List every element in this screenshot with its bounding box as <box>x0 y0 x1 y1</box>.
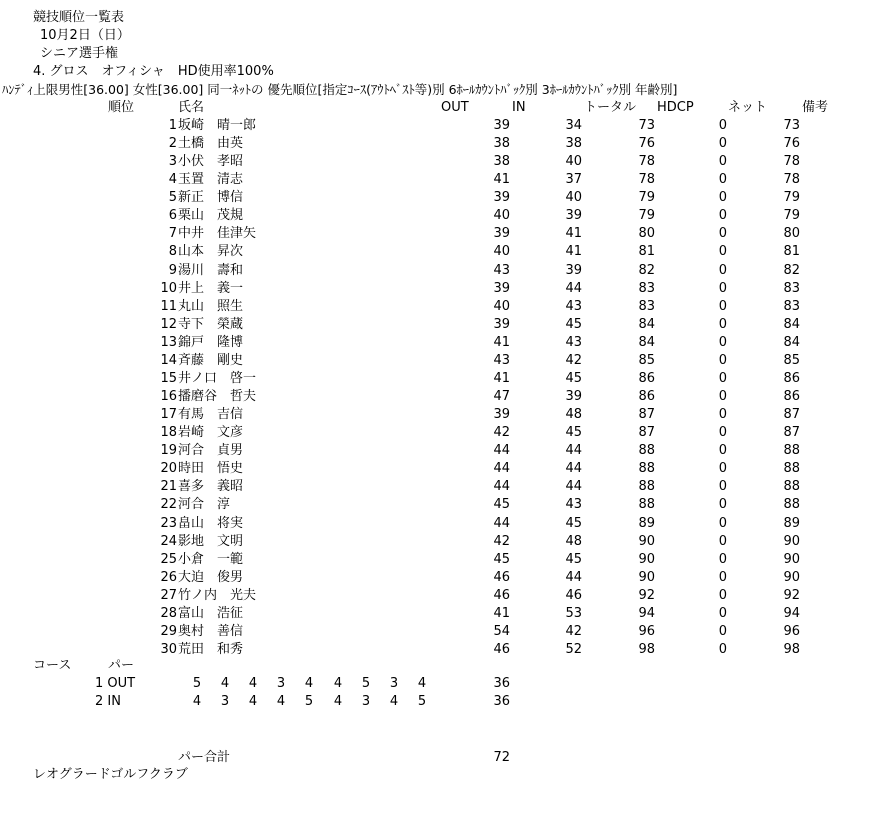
total-score-cell: 88 <box>638 443 655 459</box>
out-score-cell: 42 <box>493 533 510 549</box>
table-row <box>0 443 875 461</box>
total-score-cell: 82 <box>638 262 655 278</box>
player-name-cell: 荒田 和秀 <box>178 642 244 658</box>
hdcp-cell: 0 <box>718 587 727 603</box>
in-score-cell: 41 <box>565 226 582 242</box>
event-date: 10月2日（日） <box>40 28 130 43</box>
hole-par-cell: 5 <box>304 694 314 709</box>
rank-cell: 3 <box>168 154 177 170</box>
player-name-cell: 湯川 壽和 <box>178 262 244 278</box>
player-name-cell: 大迫 俊男 <box>178 569 244 585</box>
net-score-cell: 88 <box>783 443 800 459</box>
hdcp-cell: 0 <box>718 208 727 224</box>
total-score-cell: 90 <box>638 533 655 549</box>
net-score-cell: 87 <box>783 407 800 423</box>
table-row <box>0 588 875 606</box>
in-score-cell: 37 <box>565 172 582 188</box>
out-score-cell: 40 <box>493 244 510 260</box>
net-score-cell: 90 <box>783 533 800 549</box>
header-in: IN <box>512 100 526 115</box>
out-score-cell: 40 <box>493 208 510 224</box>
hdcp-cell: 0 <box>718 226 727 242</box>
in-score-cell: 43 <box>565 334 582 350</box>
header-hdcp: HDCP <box>657 100 694 115</box>
in-score-cell: 48 <box>565 407 582 423</box>
net-score-cell: 87 <box>783 425 800 441</box>
header-remarks: 備考 <box>802 100 829 115</box>
in-score-cell: 41 <box>565 244 582 260</box>
course-par-total-cell: 36 <box>493 676 510 691</box>
hole-par-cell: 5 <box>192 676 202 691</box>
player-name-cell: 土橋 由英 <box>178 136 244 152</box>
header-total: トータル <box>584 100 637 115</box>
total-score-cell: 86 <box>638 370 655 386</box>
hole-par-cell: 3 <box>389 676 399 691</box>
player-name-cell: 中井 佳津矢 <box>178 226 257 242</box>
net-score-cell: 83 <box>783 280 800 296</box>
total-score-cell: 87 <box>638 425 655 441</box>
net-score-cell: 79 <box>783 208 800 224</box>
player-name-cell: 山本 昇次 <box>178 244 244 260</box>
table-row <box>0 136 875 154</box>
net-score-cell: 98 <box>783 642 800 658</box>
in-score-cell: 45 <box>565 316 582 332</box>
table-row <box>0 244 875 262</box>
hole-par-cell: 4 <box>248 694 258 709</box>
in-score-cell: 46 <box>565 587 582 603</box>
total-score-cell: 88 <box>638 479 655 495</box>
total-score-cell: 78 <box>638 154 655 170</box>
hole-par-cell: 3 <box>220 694 230 709</box>
total-score-cell: 96 <box>638 623 655 639</box>
total-score-cell: 92 <box>638 587 655 603</box>
hdcp-cell: 0 <box>718 389 727 405</box>
total-score-cell: 73 <box>638 118 655 133</box>
course-name-cell: 2 IN <box>95 694 121 709</box>
total-score-cell: 89 <box>638 515 655 531</box>
header-rank: 順位 <box>108 100 135 115</box>
table-row <box>0 497 875 515</box>
out-score-cell: 39 <box>493 190 510 206</box>
total-score-cell: 78 <box>638 172 655 188</box>
in-score-cell: 45 <box>565 551 582 567</box>
total-score-cell: 79 <box>638 208 655 224</box>
total-score-cell: 79 <box>638 190 655 206</box>
hdcp-cell: 0 <box>718 262 727 278</box>
net-score-cell: 88 <box>783 497 800 513</box>
rank-cell: 8 <box>168 244 177 260</box>
hole-par-cell: 4 <box>192 694 202 709</box>
in-score-cell: 44 <box>565 443 582 459</box>
table-row <box>0 534 875 552</box>
hdcp-cell: 0 <box>718 154 727 170</box>
in-score-cell: 53 <box>565 605 582 621</box>
net-score-cell: 94 <box>783 605 800 621</box>
course-name-cell: 1 OUT <box>95 676 136 691</box>
hdcp-cell: 0 <box>718 443 727 459</box>
hdcp-cell: 0 <box>718 352 727 368</box>
table-row <box>0 624 875 642</box>
hdcp-cell: 0 <box>718 425 727 441</box>
in-score-cell: 48 <box>565 533 582 549</box>
rank-cell: 9 <box>168 262 177 278</box>
rank-cell: 28 <box>160 605 177 621</box>
hole-par-cell: 5 <box>361 676 371 691</box>
table-row <box>0 570 875 588</box>
out-score-cell: 39 <box>493 118 510 133</box>
rank-cell: 12 <box>160 316 177 332</box>
rank-cell: 11 <box>160 298 177 314</box>
out-score-cell: 41 <box>493 334 510 350</box>
table-row <box>0 154 875 172</box>
player-name-cell: 畠山 将実 <box>178 515 244 531</box>
hole-par-cell: 4 <box>248 676 258 691</box>
rank-cell: 17 <box>160 407 177 423</box>
rank-cell: 19 <box>160 443 177 459</box>
in-score-cell: 38 <box>565 136 582 152</box>
score-category: 4. グロス オフィシャ HD使用率100% <box>33 64 274 79</box>
net-score-cell: 78 <box>783 172 800 188</box>
hdcp-cell: 0 <box>718 551 727 567</box>
in-score-cell: 39 <box>565 208 582 224</box>
net-score-cell: 79 <box>783 190 800 206</box>
out-score-cell: 39 <box>493 280 510 296</box>
table-row <box>0 190 875 208</box>
hdcp-cell: 0 <box>718 515 727 531</box>
net-score-cell: 92 <box>783 587 800 603</box>
rank-cell: 20 <box>160 461 177 477</box>
header-out: OUT <box>441 100 469 115</box>
rank-cell: 25 <box>160 551 177 567</box>
net-score-cell: 86 <box>783 389 800 405</box>
player-name-cell: 奥村 善信 <box>178 623 244 639</box>
in-score-cell: 45 <box>565 370 582 386</box>
hdcp-cell: 0 <box>718 479 727 495</box>
hdcp-cell: 0 <box>718 334 727 350</box>
table-row <box>0 353 875 371</box>
hdcp-cell: 0 <box>718 642 727 658</box>
hdcp-cell: 0 <box>718 407 727 423</box>
out-score-cell: 45 <box>493 497 510 513</box>
player-name-cell: 河合 淳 <box>178 497 231 513</box>
rank-cell: 1 <box>168 118 177 133</box>
rank-cell: 24 <box>160 533 177 549</box>
rank-cell: 4 <box>168 172 177 188</box>
player-name-cell: 栗山 茂規 <box>178 208 244 224</box>
net-score-cell: 88 <box>783 461 800 477</box>
total-score-cell: 94 <box>638 605 655 621</box>
hdcp-cell: 0 <box>718 623 727 639</box>
table-row <box>0 263 875 281</box>
header-net: ネット <box>728 100 768 115</box>
net-score-cell: 73 <box>783 118 800 133</box>
in-score-cell: 44 <box>565 479 582 495</box>
rank-cell: 22 <box>160 497 177 513</box>
total-score-cell: 83 <box>638 280 655 296</box>
rank-cell: 18 <box>160 425 177 441</box>
net-score-cell: 84 <box>783 334 800 350</box>
in-score-cell: 44 <box>565 461 582 477</box>
table-row <box>0 281 875 299</box>
hdcp-cell: 0 <box>718 370 727 386</box>
player-name-cell: 井ノ口 啓一 <box>178 370 257 386</box>
table-row <box>0 606 875 624</box>
player-name-cell: 影地 文明 <box>178 533 244 549</box>
out-score-cell: 39 <box>493 226 510 242</box>
total-score-cell: 81 <box>638 244 655 260</box>
player-name-cell: 河合 貞男 <box>178 443 244 459</box>
table-row <box>0 226 875 244</box>
net-score-cell: 81 <box>783 244 800 260</box>
total-score-cell: 86 <box>638 389 655 405</box>
rank-cell: 30 <box>160 642 177 658</box>
player-name-cell: 玉置 清志 <box>178 172 244 188</box>
net-score-cell: 85 <box>783 352 800 368</box>
out-score-cell: 41 <box>493 370 510 386</box>
rank-cell: 23 <box>160 515 177 531</box>
rank-cell: 16 <box>160 389 177 405</box>
player-name-cell: 丸山 照生 <box>178 298 244 314</box>
total-score-cell: 90 <box>638 569 655 585</box>
in-score-cell: 43 <box>565 298 582 314</box>
out-score-cell: 43 <box>493 262 510 278</box>
out-score-cell: 40 <box>493 298 510 314</box>
player-name-cell: 播磨谷 哲夫 <box>178 389 257 405</box>
table-row <box>0 371 875 389</box>
rank-cell: 14 <box>160 352 177 368</box>
table-row <box>0 516 875 534</box>
player-name-cell: 岩崎 文彦 <box>178 425 244 441</box>
net-score-cell: 80 <box>783 226 800 242</box>
hole-par-cell: 4 <box>304 676 314 691</box>
rank-cell: 13 <box>160 334 177 350</box>
table-row <box>0 461 875 479</box>
golf-club-name: レオグラードゴルフクラブ <box>33 767 188 782</box>
course-label: コース <box>33 658 72 673</box>
out-score-cell: 38 <box>493 154 510 170</box>
rank-cell: 26 <box>160 569 177 585</box>
hdcp-cell: 0 <box>718 497 727 513</box>
out-score-cell: 46 <box>493 569 510 585</box>
out-score-cell: 42 <box>493 425 510 441</box>
table-row <box>0 208 875 226</box>
rank-cell: 29 <box>160 623 177 639</box>
rank-cell: 2 <box>168 136 177 152</box>
hole-par-cell: 4 <box>417 676 427 691</box>
hole-par-cell: 4 <box>220 676 230 691</box>
in-score-cell: 45 <box>565 425 582 441</box>
hole-par-cell: 5 <box>417 694 427 709</box>
rank-cell: 6 <box>168 208 177 224</box>
in-score-cell: 39 <box>565 389 582 405</box>
net-score-cell: 88 <box>783 479 800 495</box>
total-score-cell: 85 <box>638 352 655 368</box>
hole-par-cell: 3 <box>276 676 286 691</box>
out-score-cell: 44 <box>493 515 510 531</box>
player-name-cell: 小倉 一範 <box>178 551 244 567</box>
player-name-cell: 井上 義一 <box>178 280 244 296</box>
table-row <box>0 118 875 136</box>
hdcp-cell: 0 <box>718 298 727 314</box>
player-name-cell: 時田 悟史 <box>178 461 244 477</box>
out-score-cell: 39 <box>493 407 510 423</box>
in-score-cell: 40 <box>565 154 582 170</box>
player-name-cell: 錦戸 隆博 <box>178 334 244 350</box>
total-score-cell: 87 <box>638 407 655 423</box>
total-score-cell: 76 <box>638 136 655 152</box>
hole-par-cell: 4 <box>333 694 343 709</box>
out-score-cell: 38 <box>493 136 510 152</box>
par-label: パー <box>108 658 135 673</box>
total-score-cell: 80 <box>638 226 655 242</box>
total-score-cell: 84 <box>638 334 655 350</box>
out-score-cell: 43 <box>493 352 510 368</box>
out-score-cell: 44 <box>493 479 510 495</box>
hole-par-cell: 3 <box>361 694 371 709</box>
rank-cell: 5 <box>168 190 177 206</box>
net-score-cell: 90 <box>783 569 800 585</box>
player-name-cell: 喜多 義昭 <box>178 479 244 495</box>
out-score-cell: 54 <box>493 623 510 639</box>
hdcp-cell: 0 <box>718 280 727 296</box>
hdcp-cell: 0 <box>718 190 727 206</box>
player-name-cell: 新正 博信 <box>178 190 244 206</box>
player-name-cell: 坂崎 晴一郎 <box>178 118 257 133</box>
header-name: 氏名 <box>178 100 205 115</box>
event-name: シニア選手権 <box>40 46 119 61</box>
player-name-cell: 竹ノ内 光夫 <box>178 587 257 603</box>
out-score-cell: 41 <box>493 172 510 188</box>
rank-cell: 15 <box>160 370 177 386</box>
in-score-cell: 39 <box>565 262 582 278</box>
player-name-cell: 斉藤 剛史 <box>178 352 244 368</box>
out-score-cell: 46 <box>493 587 510 603</box>
hdcp-cell: 0 <box>718 172 727 188</box>
out-score-cell: 41 <box>493 605 510 621</box>
in-score-cell: 52 <box>565 642 582 658</box>
rank-cell: 7 <box>168 226 177 242</box>
rank-cell: 10 <box>160 280 177 296</box>
hole-par-cell: 4 <box>276 694 286 709</box>
total-score-cell: 88 <box>638 461 655 477</box>
in-score-cell: 40 <box>565 190 582 206</box>
out-score-cell: 47 <box>493 389 510 405</box>
par-total-value: 72 <box>493 750 510 765</box>
out-score-cell: 46 <box>493 642 510 658</box>
player-name-cell: 富山 浩征 <box>178 605 244 621</box>
net-score-cell: 82 <box>783 262 800 278</box>
in-score-cell: 43 <box>565 497 582 513</box>
player-name-cell: 寺下 榮蔵 <box>178 316 244 332</box>
net-score-cell: 84 <box>783 316 800 332</box>
hdcp-cell: 0 <box>718 136 727 152</box>
hdcp-cell: 0 <box>718 605 727 621</box>
net-score-cell: 76 <box>783 136 800 152</box>
net-score-cell: 78 <box>783 154 800 170</box>
net-score-cell: 86 <box>783 370 800 386</box>
net-score-cell: 90 <box>783 551 800 567</box>
hdcp-cell: 0 <box>718 461 727 477</box>
hole-par-cell: 4 <box>333 676 343 691</box>
table-row <box>0 299 875 317</box>
table-row <box>0 552 875 570</box>
par-total-label: パー合計 <box>178 750 231 765</box>
course-par-total-cell: 36 <box>493 694 510 709</box>
in-score-cell: 44 <box>565 569 582 585</box>
total-score-cell: 98 <box>638 642 655 658</box>
net-score-cell: 89 <box>783 515 800 531</box>
in-score-cell: 34 <box>565 118 582 133</box>
handicap-note: ﾊﾝﾃﾞｨ上限男性[36.00] 女性[36.00] 同一ﾈｯﾄの 優先順位[指定ｺｰｽ(ｱｳﾄﾍﾞｽﾄ等)別 6ﾎｰﾙｶｳﾝﾄﾊﾞｯｸ別 3ﾎｰﾙｶｳﾝﾄﾊﾞｯｸ別 年齢別] <box>2 82 678 97</box>
table-row <box>0 335 875 353</box>
total-score-cell: 84 <box>638 316 655 332</box>
course-par-row <box>0 694 875 712</box>
rank-cell: 27 <box>160 587 177 603</box>
in-score-cell: 42 <box>565 623 582 639</box>
hdcp-cell: 0 <box>718 316 727 332</box>
total-score-cell: 90 <box>638 551 655 567</box>
hole-par-cell: 4 <box>389 694 399 709</box>
total-score-cell: 83 <box>638 298 655 314</box>
total-score-cell: 88 <box>638 497 655 513</box>
table-row <box>0 407 875 425</box>
player-name-cell: 有馬 吉信 <box>178 407 244 423</box>
hdcp-cell: 0 <box>718 533 727 549</box>
course-par-row <box>0 676 875 694</box>
out-score-cell: 45 <box>493 551 510 567</box>
table-row <box>0 317 875 335</box>
out-score-cell: 39 <box>493 316 510 332</box>
out-score-cell: 44 <box>493 461 510 477</box>
in-score-cell: 42 <box>565 352 582 368</box>
hdcp-cell: 0 <box>718 244 727 260</box>
hdcp-cell: 0 <box>718 569 727 585</box>
table-row <box>0 425 875 443</box>
net-score-cell: 83 <box>783 298 800 314</box>
in-score-cell: 45 <box>565 515 582 531</box>
hdcp-cell: 0 <box>718 118 727 133</box>
player-name-cell: 小伏 孝昭 <box>178 154 244 170</box>
table-row <box>0 389 875 407</box>
report-title: 競技順位一覧表 <box>33 10 125 25</box>
out-score-cell: 44 <box>493 443 510 459</box>
net-score-cell: 96 <box>783 623 800 639</box>
in-score-cell: 44 <box>565 280 582 296</box>
rank-cell: 21 <box>160 479 177 495</box>
table-row <box>0 479 875 497</box>
table-row <box>0 172 875 190</box>
